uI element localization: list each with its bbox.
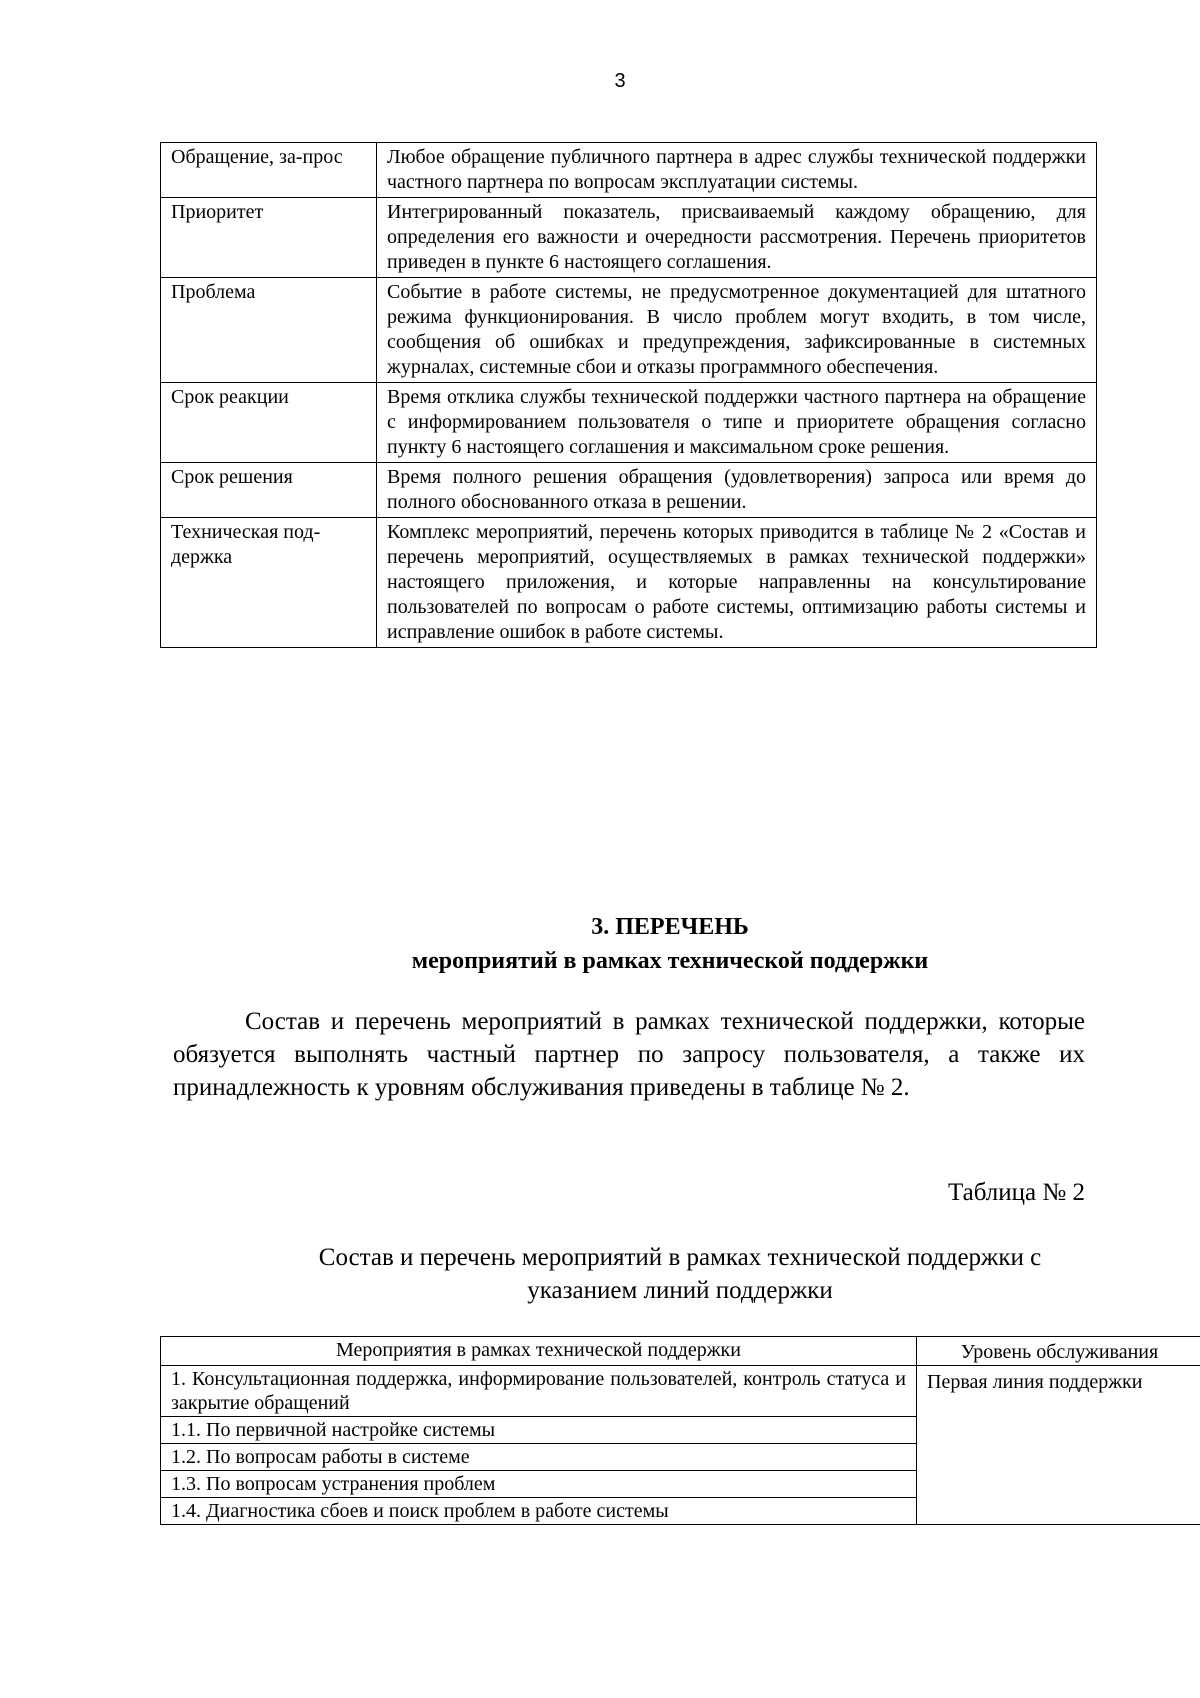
table-caption-line-2: указанием линий поддержки xyxy=(527,1277,833,1304)
definition-cell: Комплекс мероприятий, перечень которых приводится в таблице № 2 «Состав и перечень мероприятий, осуществляемых в рамках технической поддержки» настоящего приложения, и которые направленны на консультирование пользователей по вопросам о работе системы, оптимизацию работы системы и исправление ошибок в работе системы. xyxy=(377,518,1097,648)
table-row xyxy=(161,143,1097,198)
definition-cell: Время полного решения обращения (удовлетворения) запроса или время до полного обоснованного отказа в решении. xyxy=(377,463,1097,518)
table-label: Таблица № 2 xyxy=(947,1179,1085,1206)
section-title-number: 3. ПЕРЕЧЕНЬ xyxy=(591,914,749,940)
section-title xyxy=(160,910,1180,978)
term-cell: Техническая под-держка xyxy=(161,518,377,648)
header-activities: Мероприятия в рамках технической поддержки xyxy=(161,1337,917,1366)
table-row xyxy=(161,1366,1200,1417)
header-service-level: Уровень обслуживания xyxy=(917,1337,1200,1366)
activity-cell: 1.2. По вопросам работы в системе xyxy=(161,1444,917,1471)
activity-cell: 1.3. По вопросам устранения проблем xyxy=(161,1471,917,1498)
activities-table xyxy=(160,1336,1200,1525)
table-row xyxy=(161,518,1097,648)
term-cell: Срок реакции xyxy=(161,383,377,463)
table-caption-line-1: Состав и перечень мероприятий в рамках технической поддержки с xyxy=(318,1244,1042,1271)
definition-cell: Любое обращение публичного партнера в адрес службы технической поддержки частного партнера по вопросам эксплуатации системы. xyxy=(377,143,1097,198)
term-cell: Приоритет xyxy=(161,198,377,278)
definition-cell: Время отклика службы технической поддержки частного партнера на обращение с информированием пользователя о типе и приоритете обращения согласно пункту 6 настоящего соглашения и максимальном сроке решения. xyxy=(377,383,1097,463)
term-cell: Проблема xyxy=(161,278,377,383)
activity-cell: 1. Консультационная поддержка, информирование пользователей, контроль статуса и закрытие обращений xyxy=(161,1366,917,1417)
table-row xyxy=(161,463,1097,518)
table-row xyxy=(161,198,1097,278)
term-cell: Срок решения xyxy=(161,463,377,518)
page-number: 3 xyxy=(614,70,626,92)
activity-cell: 1.4. Диагностика сбоев и поиск проблем в работе системы xyxy=(161,1498,917,1525)
definitions-table xyxy=(160,142,1097,648)
section-title-subtitle: мероприятий в рамках технической поддержки xyxy=(411,948,929,974)
term-cell: Обращение, за-прос xyxy=(161,143,377,198)
activity-cell: 1.1. По первичной настройке системы xyxy=(161,1417,917,1444)
table-caption xyxy=(210,1241,1150,1307)
table-header-row xyxy=(161,1337,1200,1366)
section-paragraph: Состав и перечень мероприятий в рамках технической поддержки, которые обязуется выполнять частный партнер по запросу пользователя, а также их принадлежность к уровням обслуживания приведены в таблице № 2. xyxy=(173,1008,1085,1101)
table-row xyxy=(161,383,1097,463)
definition-cell: Событие в работе системы, не предусмотренное документацией для штатного режима функционирования. В число проблем могут входить, в том числе, сообщения об ошибках и предупреждения, зафиксированные в системных журналах, системные сбои и отказы программного обеспечения. xyxy=(377,278,1097,383)
definition-cell: Интегрированный показатель, присваиваемый каждому обращению, для определения его важности и очередности рассмотрения. Перечень приоритетов приведен в пункте 6 настоящего соглашения. xyxy=(377,198,1097,278)
service-level-cell: Первая линия поддержки xyxy=(917,1366,1200,1525)
table-row xyxy=(161,278,1097,383)
